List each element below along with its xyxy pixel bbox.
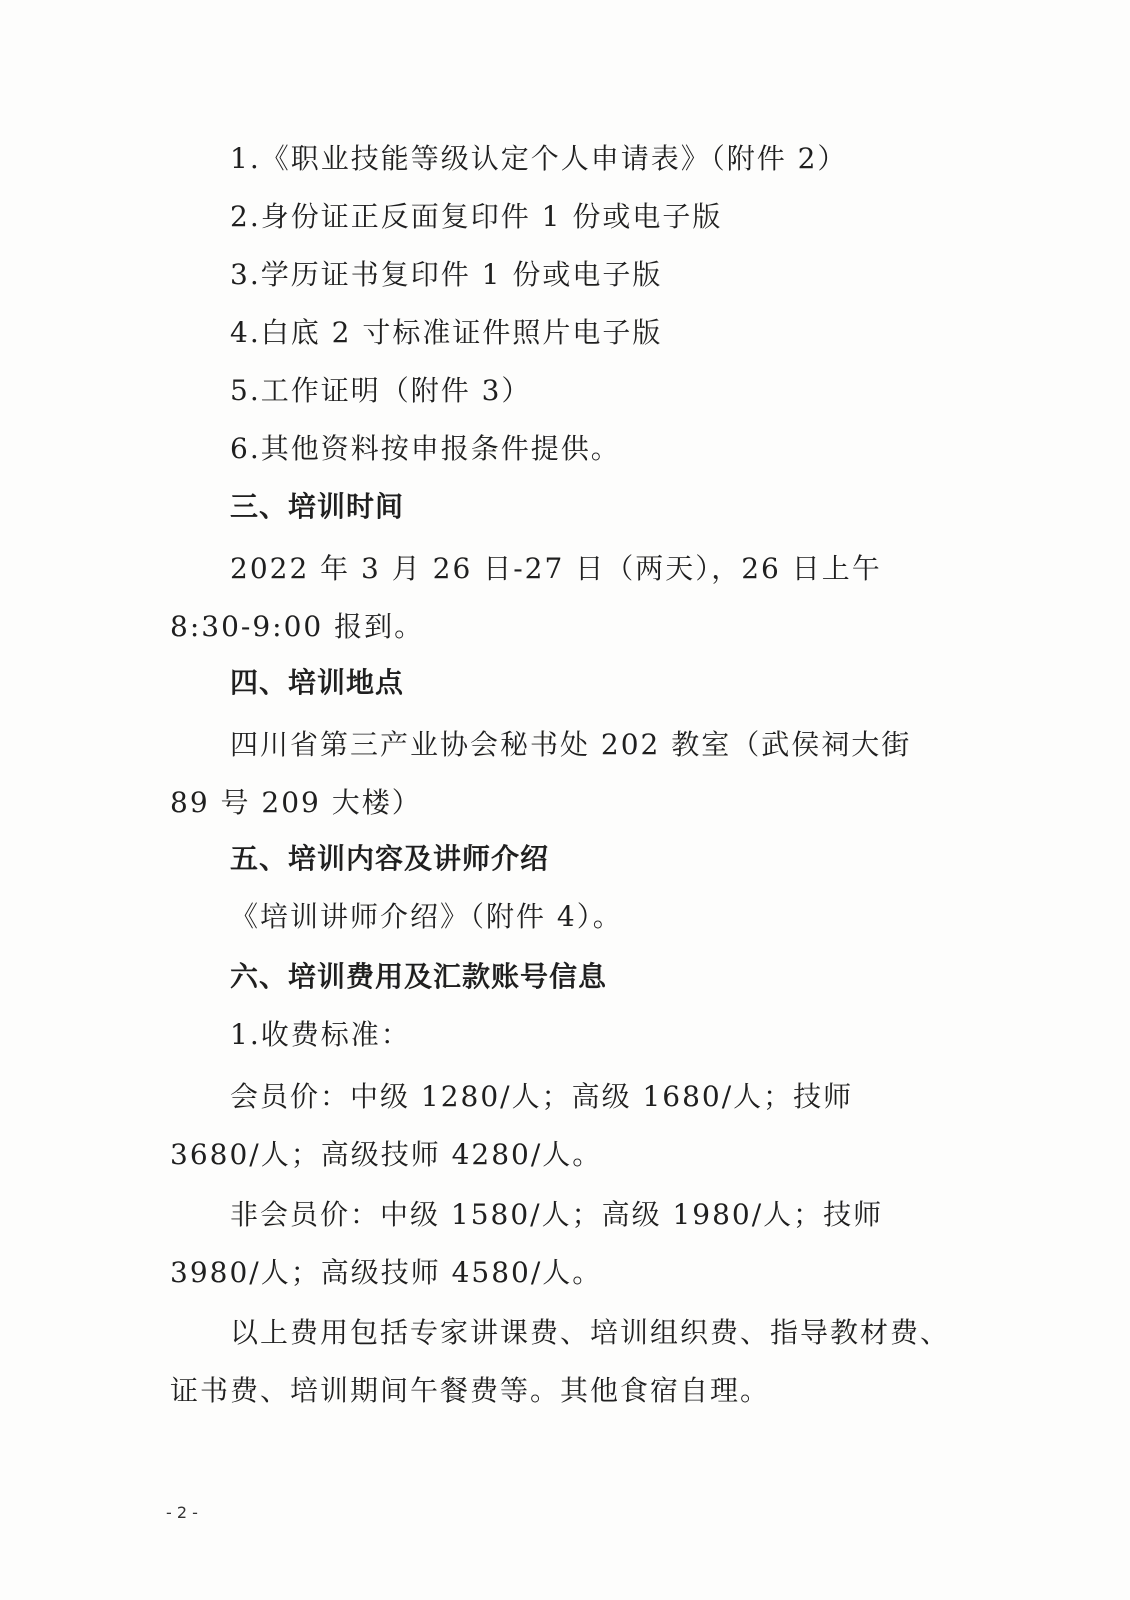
material-item-6: 6.其他资料按申报条件提供。 [230, 432, 621, 465]
fee-note-paragraph: 以上费用包括专家讲课费、培训组织费、指导教材费、证书费、培训期间午餐费等。其他食宿自理。 [170, 1316, 951, 1407]
page-number: - 2 - [166, 1503, 198, 1522]
section-6-heading: 六、培训费用及汇款账号信息 [230, 960, 608, 993]
section-5-heading: 五、培训内容及讲师介绍 [230, 842, 550, 875]
material-item-5: 5.工作证明（附件 3） [230, 374, 532, 407]
nonmember-price-paragraph: 非会员价：中级 1580/人；高级 1980/人；技师 3980/人；高级技师 4580/人。 [170, 1198, 884, 1289]
material-item-3: 3.学历证书复印件 1 份或电子版 [230, 258, 663, 291]
training-time-paragraph: 2022 年 3 月 26 日-27 日（两天），26 日上午 8:30-9:00 报到。 [170, 552, 882, 643]
training-location-paragraph: 四川省第三产业协会秘书处 202 教室（武侯祠大街 89 号 209 大楼） [170, 728, 912, 819]
training-content-paragraph: 《培训讲师介绍》（附件 4）。 [230, 900, 623, 933]
section-3-heading: 三、培训时间 [230, 490, 405, 523]
material-item-1: 1.《职业技能等级认定个人申请表》（附件 2） [230, 142, 848, 175]
material-item-4: 4.白底 2 寸标准证件照片电子版 [230, 316, 663, 349]
material-item-2: 2.身份证正反面复印件 1 份或电子版 [230, 200, 723, 233]
section-4-heading: 四、培训地点 [230, 666, 405, 699]
member-price-paragraph: 会员价：中级 1280/人；高级 1680/人；技师 3680/人；高级技师 4280/人。 [170, 1080, 854, 1171]
fee-standard-title: 1.收费标准： [230, 1018, 411, 1051]
